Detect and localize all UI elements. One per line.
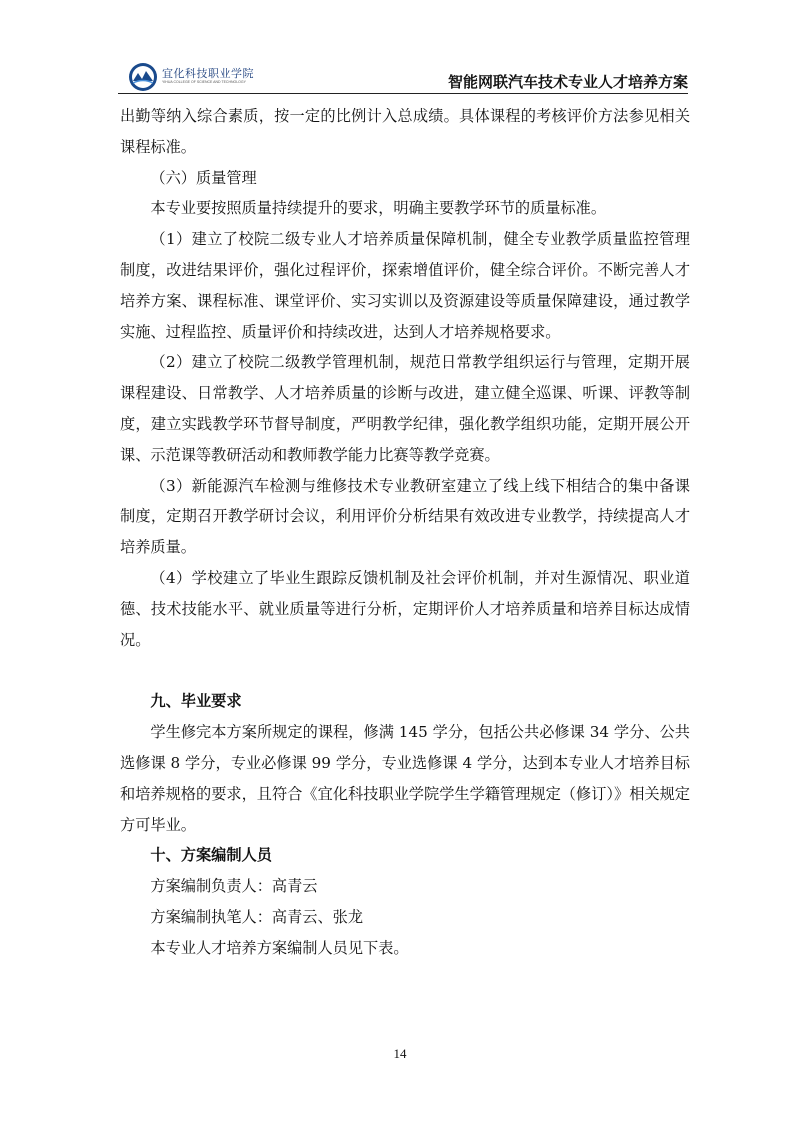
paragraph-quality-2: （2）建立了校院二级教学管理机制，规范日常教学组织运行与管理，定期开展课程建设、日常教学、人才培养质量的诊断与改进，建立健全巡课、听课、评教等制度，建立实践教学环节督导制度，严明教学纪律，强化教学组织功能，定期开展公开课、示范课等教研活动和教师教学能力比赛等教学竞赛。 <box>120 353 690 464</box>
spacer <box>120 655 690 686</box>
section-heading-graduation: 九、毕业要求 <box>150 692 242 711</box>
paragraph-writers: 方案编制执笔人：高青云、张龙 <box>150 907 364 926</box>
section-heading-authors: 十、方案编制人员 <box>150 846 272 865</box>
paragraph-continuation: 出勤等纳入综合素质，按一定的比例计入总成绩。具体课程的考核评价方法参见相关课程标准。 <box>120 107 690 156</box>
paragraph-lead-author: 方案编制负责人：高青云 <box>150 877 318 896</box>
header-divider <box>118 93 688 94</box>
section-heading-quality: （六）质量管理 <box>150 168 257 187</box>
school-logo-icon <box>128 62 158 92</box>
document-title: 智能网联汽车技术专业人才培养方案 <box>447 73 688 91</box>
paragraph-quality-3: （3）新能源汽车检测与维修技术专业教研室建立了线上线下相结合的集中备课制度，定期召开教学研讨会议，利用评价分析结果有效改进专业教学，持续提高人才培养质量。 <box>120 476 690 557</box>
page-content <box>120 101 690 964</box>
page-number: 14 <box>393 1046 407 1061</box>
paragraph-quality-4: （4）学校建立了毕业生跟踪反馈机制及社会评价机制，并对生源情况、职业道德、技术技能水平、就业质量等进行分析，定期评价人才培养质量和培养目标达成情况。 <box>120 568 690 649</box>
paragraph-see-table: 本专业人才培养方案编制人员见下表。 <box>150 938 409 957</box>
paragraph-quality-1: （1）建立了校院二级专业人才培养质量保障机制，健全专业教学质量监控管理制度，改进结果评价，强化过程评价，探索增值评价，健全综合评价。不断完善人才培养方案、课程标准、课堂评价、实习实训以及资源建设等质量保障建设，通过教学实施、过程监控、质量评价和持续改进，达到人才培养规格要求。 <box>120 230 690 341</box>
school-name: 宜化科技职业学院 <box>162 67 254 80</box>
paragraph-quality-intro: 本专业要按照质量持续提升的要求，明确主要教学环节的质量标准。 <box>150 199 607 218</box>
school-name-english: YIHUA COLLEGE OF SCIENCE AND TECHNOLOGY <box>162 80 246 84</box>
page-header <box>118 58 688 94</box>
paragraph-graduation: 学生修完本方案所规定的课程，修满 145 学分，包括公共必修课 34 学分、公共选修课 8 学分，专业必修课 99 学分，专业选修课 4 学分，达到本专业人才培养目标和培养规格的要求，且符合《宜化科技职业学院学生学籍管理规定（修订）》相关规定方可毕业。 <box>120 723 690 834</box>
